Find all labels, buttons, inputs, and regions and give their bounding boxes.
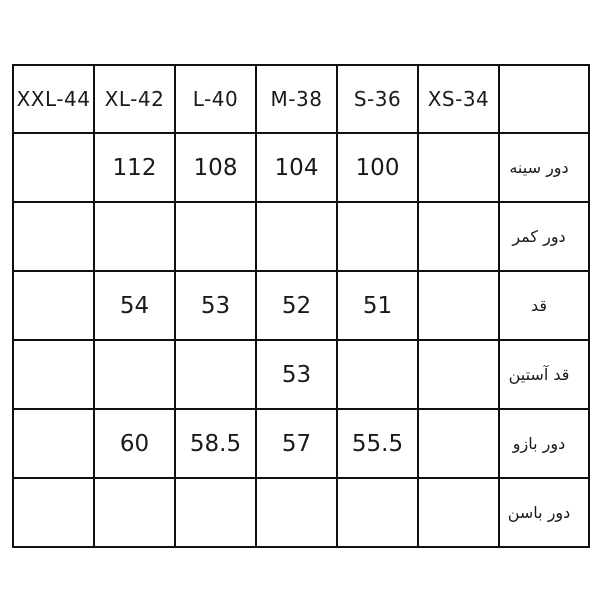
table-row xyxy=(13,478,589,547)
size-header-m: M-38 xyxy=(256,65,337,133)
row-label-chest: دور سینه xyxy=(499,133,589,202)
table-cell: 55.5 xyxy=(337,409,418,478)
size-header-l: L-40 xyxy=(175,65,256,133)
table-cell xyxy=(418,340,499,409)
table-cell xyxy=(94,202,175,271)
table-cell: 53 xyxy=(256,340,337,409)
table-cell: 52 xyxy=(256,271,337,340)
table-cell: 100 xyxy=(337,133,418,202)
size-header-xl: XL-42 xyxy=(94,65,175,133)
table-cell: 112 xyxy=(94,133,175,202)
size-header-xxl: XXL-44 xyxy=(13,65,94,133)
table-cell xyxy=(13,202,94,271)
row-label-arm: دور بازو xyxy=(499,409,589,478)
table-cell xyxy=(256,202,337,271)
table-cell: 54 xyxy=(94,271,175,340)
row-label-sleeve-length: قد آستین xyxy=(499,340,589,409)
table-cell xyxy=(13,340,94,409)
table-cell xyxy=(256,478,337,547)
row-label-waist: دور کمر xyxy=(499,202,589,271)
table-cell xyxy=(337,202,418,271)
size-header-s: S-36 xyxy=(337,65,418,133)
table-cell: 51 xyxy=(337,271,418,340)
table-row xyxy=(13,271,589,340)
table-cell xyxy=(13,271,94,340)
table-cell xyxy=(337,340,418,409)
size-chart-table xyxy=(12,64,590,548)
table-cell xyxy=(13,478,94,547)
table-row xyxy=(13,340,589,409)
table-cell: 108 xyxy=(175,133,256,202)
size-header-xs: XS-34 xyxy=(418,65,499,133)
table-cell xyxy=(418,478,499,547)
table-cell: 57 xyxy=(256,409,337,478)
table-cell xyxy=(418,202,499,271)
table-cell: 53 xyxy=(175,271,256,340)
table-cell xyxy=(94,478,175,547)
table-cell xyxy=(418,409,499,478)
table-cell: 104 xyxy=(256,133,337,202)
table-row xyxy=(13,133,589,202)
table-cell xyxy=(175,478,256,547)
table-cell xyxy=(418,271,499,340)
table-cell: 58.5 xyxy=(175,409,256,478)
table-cell: 60 xyxy=(94,409,175,478)
row-label-hip: دور باسن xyxy=(499,478,589,547)
table-cell xyxy=(13,133,94,202)
header-row xyxy=(13,65,589,133)
table-row xyxy=(13,409,589,478)
table-cell xyxy=(94,340,175,409)
table-cell xyxy=(175,202,256,271)
table-row xyxy=(13,202,589,271)
table-cell xyxy=(13,409,94,478)
table-cell xyxy=(418,133,499,202)
row-label-length: قد xyxy=(499,271,589,340)
table-cell xyxy=(337,478,418,547)
corner-cell xyxy=(499,65,589,133)
table-cell xyxy=(175,340,256,409)
